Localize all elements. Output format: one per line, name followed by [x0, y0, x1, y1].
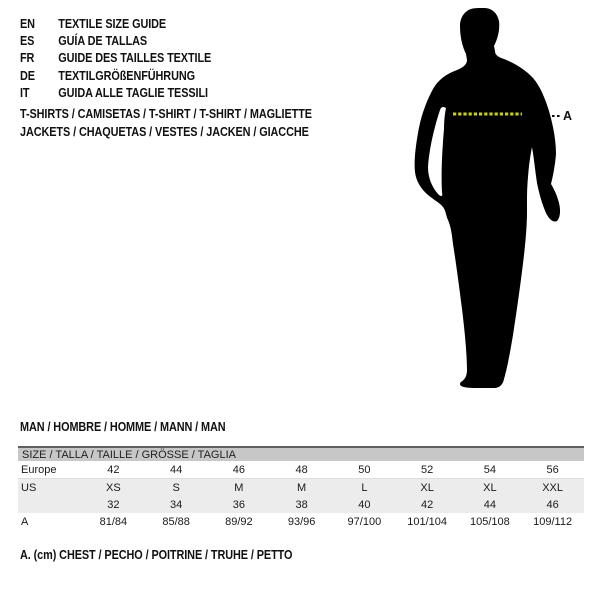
- language-label: GUÍA DE TALLAS: [58, 34, 148, 49]
- man-silhouette: [415, 8, 560, 388]
- garment-category-line: T-SHIRTS / CAMISETAS / T-SHIRT / T-SHIRT / MAGLIETTE: [20, 107, 312, 121]
- size-cell: 48: [270, 461, 333, 479]
- size-cell: 89/92: [225, 515, 253, 528]
- language-code: EN: [20, 16, 35, 31]
- size-cell: 81/84: [99, 515, 128, 528]
- language-list: [20, 15, 211, 102]
- size-cell: 93/96: [287, 515, 316, 528]
- size-cell: 109/112: [533, 515, 573, 528]
- size-cell: 85/88: [162, 515, 190, 528]
- arm-torso-gap: [428, 107, 446, 196]
- language-label: TEXTILE SIZE GUIDE: [58, 16, 167, 31]
- size-cell: L: [333, 479, 396, 497]
- language-label: GUIDE DES TAILLES TEXTILE: [58, 51, 212, 66]
- size-cell: M: [208, 479, 271, 497]
- size-cell: 36: [208, 496, 271, 513]
- footnote-chest: A. (cm) CHEST / PECHO / POITRINE / TRUHE / PETTO: [20, 548, 293, 562]
- garment-category-lines: [20, 105, 312, 141]
- size-cell: 54: [459, 461, 522, 479]
- size-cell: 50: [333, 461, 396, 479]
- size-cell: 34: [145, 496, 208, 513]
- size-table: [18, 446, 584, 530]
- size-cell: 52: [396, 461, 459, 479]
- size-table-row: [18, 461, 584, 479]
- size-cell: 101/104: [407, 515, 447, 528]
- size-cell: 42: [82, 461, 145, 479]
- size-table-row: [18, 479, 584, 497]
- size-cell: XS: [82, 479, 145, 497]
- size-cell: 56: [521, 461, 584, 479]
- size-cell: 44: [145, 461, 208, 479]
- section-title-man: MAN / HOMBRE / HOMME / MANN / MAN: [20, 420, 226, 434]
- size-table-row: [18, 513, 584, 530]
- size-cell: XL: [459, 479, 522, 497]
- size-table-header-row: [18, 447, 584, 461]
- language-code: ES: [20, 34, 35, 49]
- size-cell: S: [145, 479, 208, 497]
- size-cell: 97/100: [347, 515, 382, 528]
- measurement-label-a: A: [563, 109, 573, 123]
- size-cell: 105/108: [469, 515, 510, 528]
- size-cell: XXL: [521, 479, 584, 497]
- size-cell: 32: [82, 496, 145, 513]
- size-row-label: [18, 496, 82, 513]
- garment-category-line: JACKETS / CHAQUETAS / VESTES / JACKEN / GIACCHE: [20, 125, 309, 139]
- language-row: [20, 85, 211, 102]
- language-label: GUIDA ALLE TAGLIE TESSILI: [58, 86, 208, 101]
- size-cell: 40: [333, 496, 396, 513]
- size-cell: XL: [396, 479, 459, 497]
- language-row: [20, 50, 211, 67]
- size-table-row: [18, 496, 584, 513]
- language-row: [20, 32, 211, 49]
- language-code: FR: [20, 51, 35, 66]
- language-label: TEXTILGRÖßENFÜHRUNG: [58, 68, 195, 83]
- size-row-label: A: [21, 515, 29, 528]
- size-cell: 44: [459, 496, 522, 513]
- language-code: DE: [20, 68, 35, 83]
- size-table-header: SIZE / TALLA / TAILLE / GRÖSSE / TAGLIA: [18, 447, 584, 461]
- size-row-label: Europe: [18, 461, 82, 479]
- language-code: IT: [20, 86, 30, 101]
- size-cell: 46: [208, 461, 271, 479]
- size-cell: 46: [521, 496, 584, 513]
- size-cell: 42: [396, 496, 459, 513]
- size-cell: 38: [270, 496, 333, 513]
- language-row: [20, 15, 211, 32]
- language-row: [20, 67, 211, 84]
- size-cell: M: [270, 479, 333, 497]
- size-row-label: US: [18, 479, 82, 497]
